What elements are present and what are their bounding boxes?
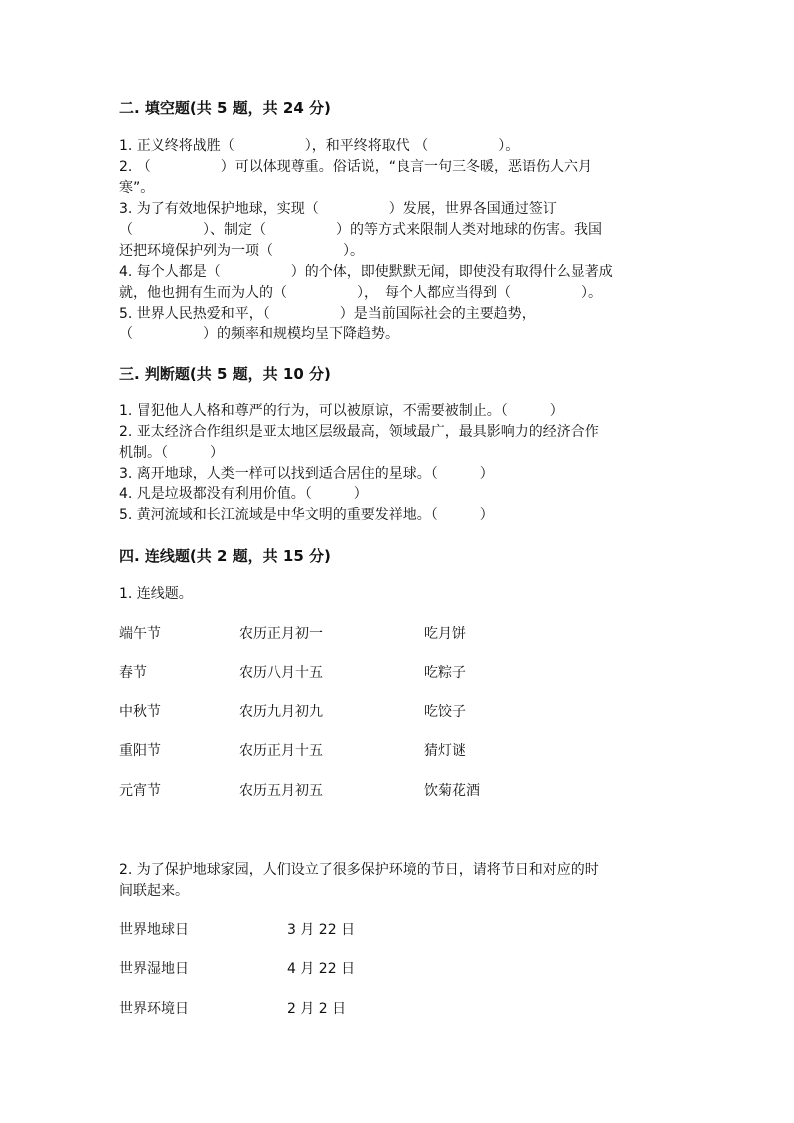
section-heading-fill-blank: 二. 填空题(共 5 题，共 24 分) <box>119 99 331 117</box>
true-false-line: 机制。（ ） <box>119 445 224 461</box>
festival-name: 重阳节 <box>119 743 161 759</box>
festival-date: 农历五月初五 <box>239 783 323 799</box>
matching-q2-title: 2. 为了保护地球家园，人们设立了很多保护环境的节日，请将节日和对应的时 <box>119 862 599 878</box>
environment-day-date: 3 月 22 日 <box>287 922 356 938</box>
festival-custom: 吃饺子 <box>424 704 466 720</box>
environment-day-name: 世界湿地日 <box>119 961 189 977</box>
true-false-line: 1. 冒犯他人人格和尊严的行为，可以被原谅，不需要被制止。（ ） <box>119 403 564 419</box>
environment-day-name: 世界环境日 <box>119 1001 189 1017</box>
fill-blank-line: 5. 世界人民热爱和平，（ ）是当前国际社会的主要趋势， <box>119 306 536 322</box>
fill-blank-line: （ ）、制定（ ）的等方式来限制人类对地球的伤害。我国 <box>119 222 602 238</box>
true-false-line: 2. 亚太经济合作组织是亚太地区层级最高，领域最广，最具影响力的经济合作 <box>119 424 599 440</box>
festival-custom: 吃月饼 <box>424 626 466 642</box>
section-heading-matching: 四. 连线题(共 2 题，共 15 分) <box>119 547 331 565</box>
festival-date: 农历九月初九 <box>239 704 323 720</box>
true-false-line: 3. 离开地球，人类一样可以找到适合居住的星球。（ ） <box>119 466 494 482</box>
festival-name: 春节 <box>119 665 147 681</box>
matching-q1-title: 1. 连线题。 <box>119 586 193 602</box>
festival-date: 农历八月十五 <box>239 665 323 681</box>
festival-name: 端午节 <box>119 626 161 642</box>
matching-q2-title: 间联起来。 <box>119 883 189 899</box>
festival-date: 农历正月十五 <box>239 743 323 759</box>
festival-name: 元宵节 <box>119 783 161 799</box>
fill-blank-line: 就，他也拥有生而为人的（ ）， 每个人都应当得到（ ）。 <box>119 285 602 301</box>
festival-name: 中秋节 <box>119 704 161 720</box>
fill-blank-line: 3. 为了有效地保护地球，实现（ ）发展，世界各国通过签订 <box>119 201 557 217</box>
fill-blank-line: （ ）的频率和规模均呈下降趋势。 <box>119 326 399 342</box>
fill-blank-line: 2. （ ）可以体现尊重。俗话说，“良言一句三冬暖，恶语伤人六月 <box>119 159 593 175</box>
fill-blank-line: 还把环境保护列为一项（ ）。 <box>119 243 364 259</box>
fill-blank-line: 4. 每个人都是（ ）的个体，即使默默无闻，即使没有取得什么显著成 <box>119 264 613 280</box>
festival-date: 农历正月初一 <box>239 626 323 642</box>
section-heading-true-false: 三. 判断题(共 5 题，共 10 分) <box>119 365 331 383</box>
environment-day-date: 4 月 22 日 <box>287 961 356 977</box>
fill-blank-line: 寒”。 <box>119 180 155 196</box>
festival-custom: 饮菊花酒 <box>424 783 480 799</box>
true-false-line: 4. 凡是垃圾都没有利用价值。（ ） <box>119 486 368 502</box>
environment-day-name: 世界地球日 <box>119 922 189 938</box>
festival-custom: 吃粽子 <box>424 665 466 681</box>
environment-day-date: 2 月 2 日 <box>287 1001 347 1017</box>
true-false-line: 5. 黄河流域和长江流域是中华文明的重要发祥地。（ ） <box>119 507 494 523</box>
festival-custom: 猜灯谜 <box>424 743 466 759</box>
fill-blank-line: 1. 正义终将战胜（ ），和平终将取代 （ ）。 <box>119 138 520 154</box>
